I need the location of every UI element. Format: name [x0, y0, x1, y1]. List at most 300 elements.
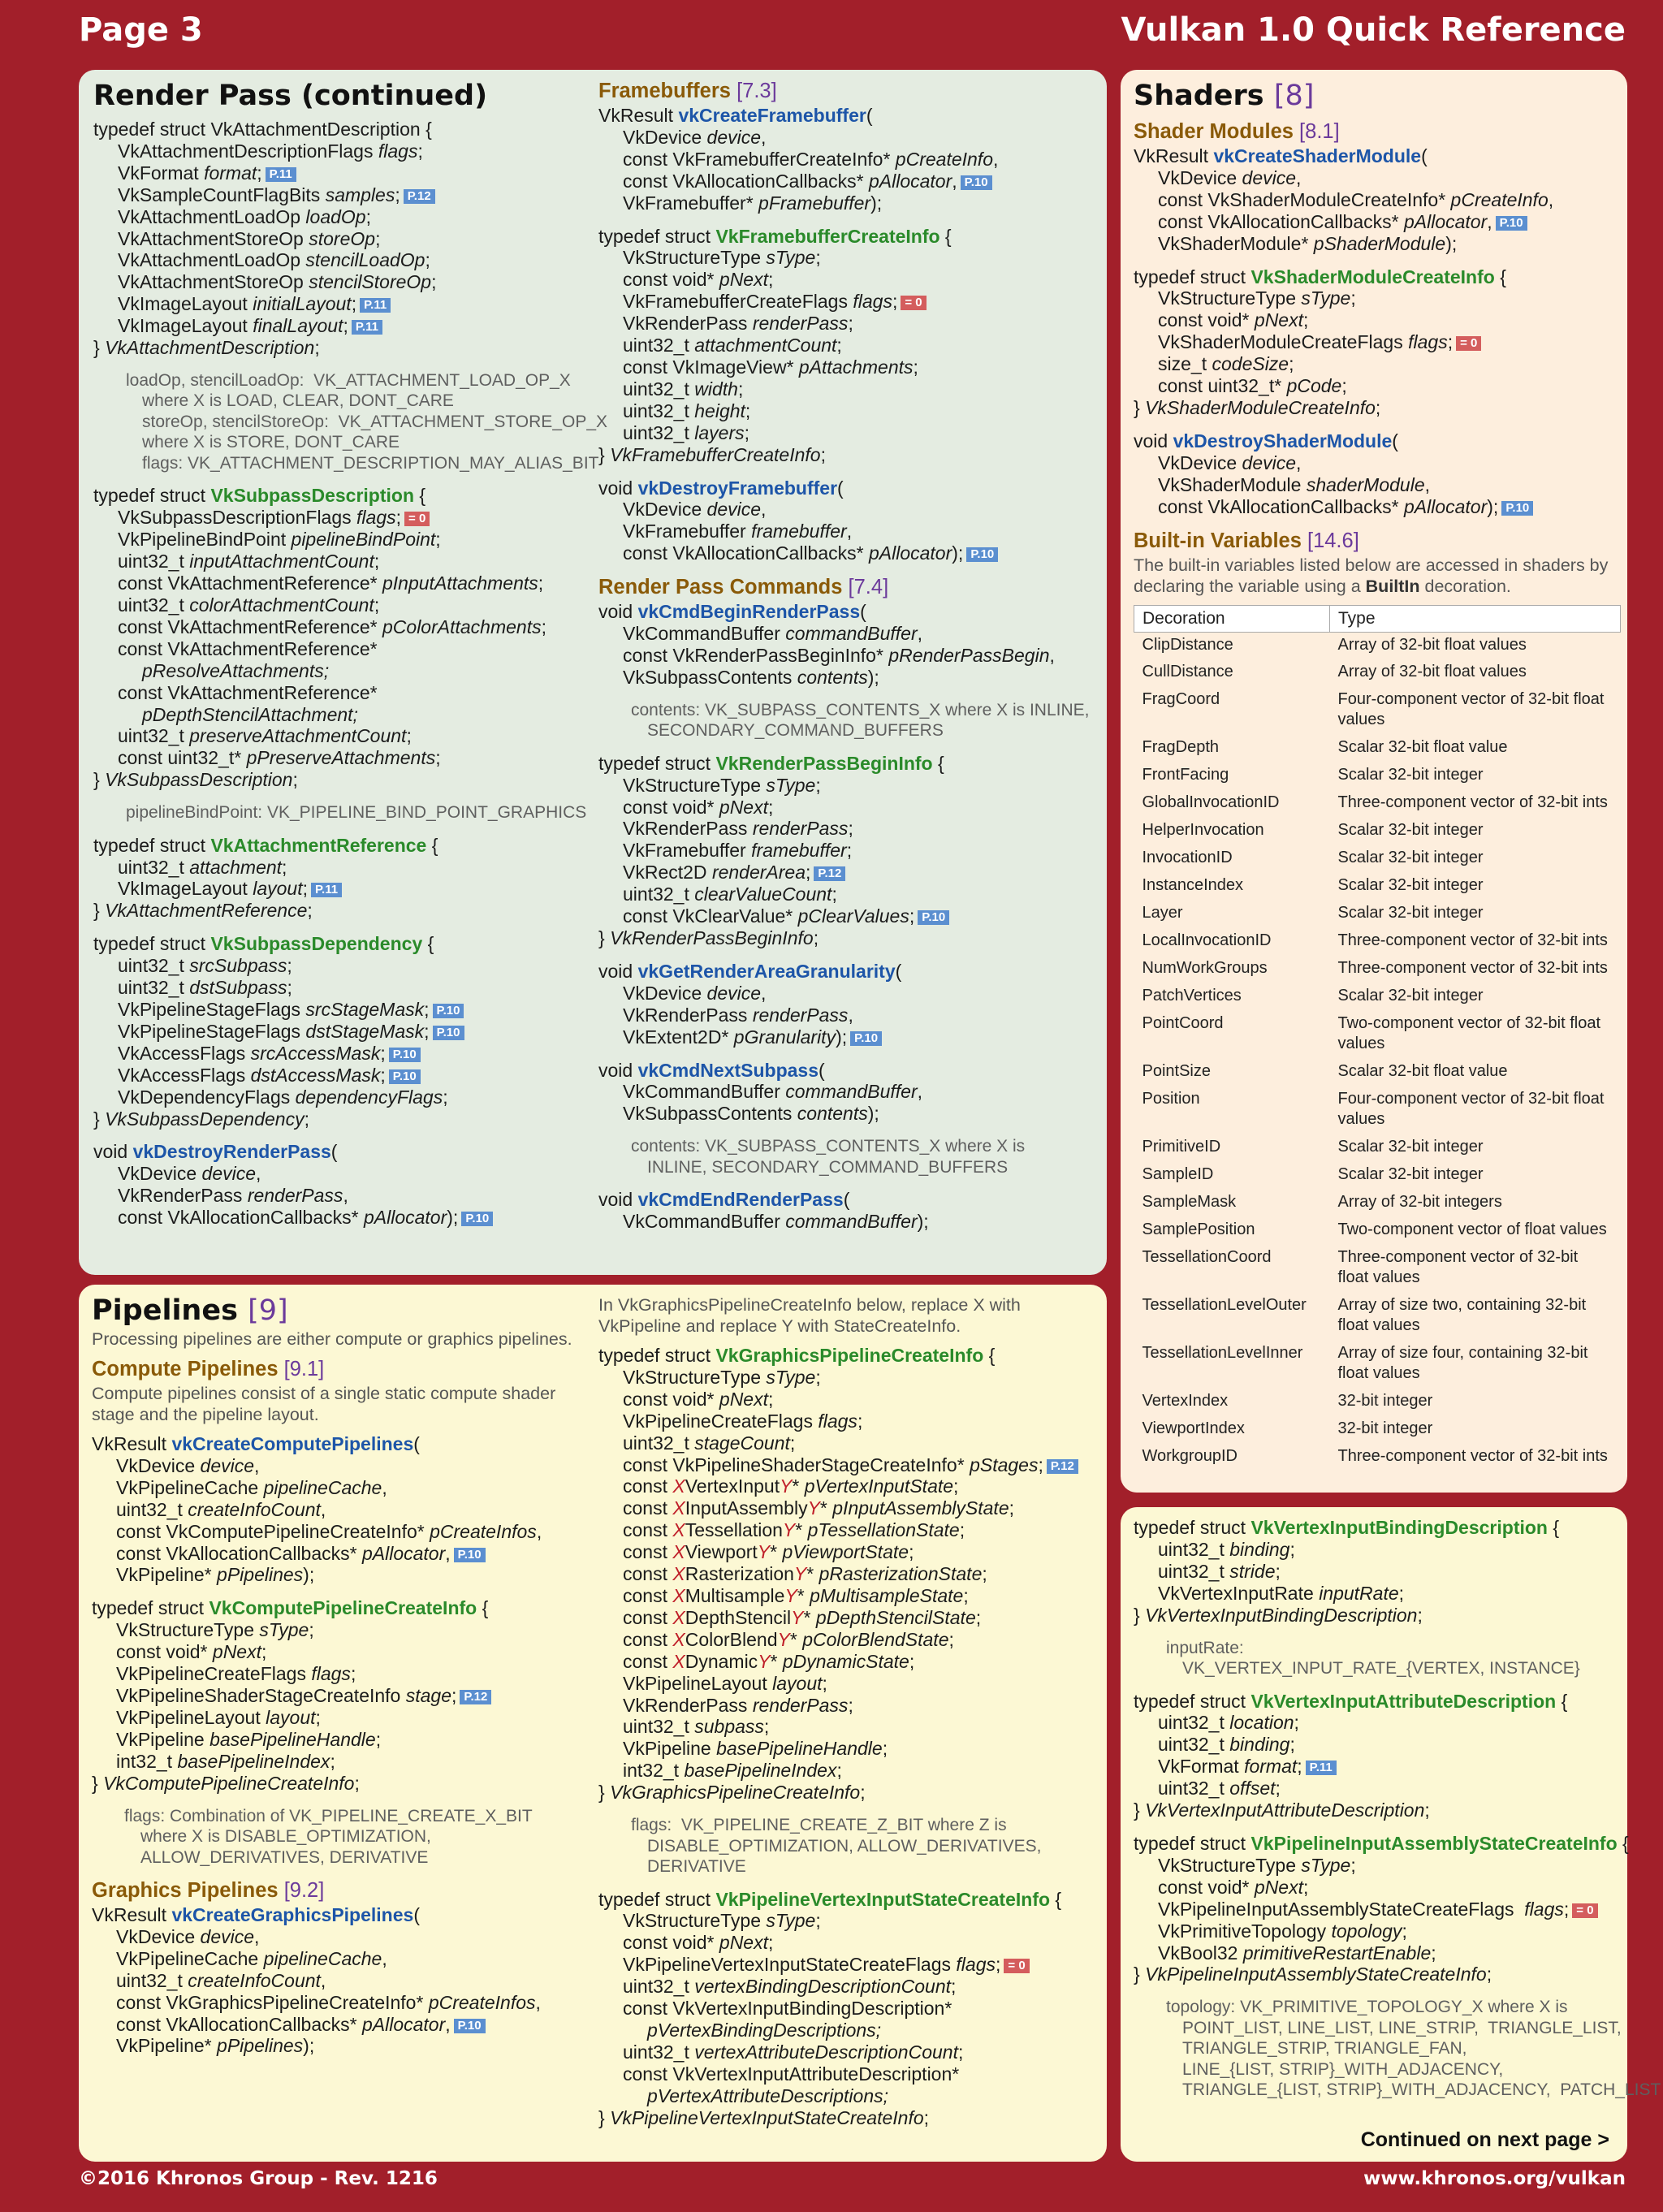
code-line [598, 1345, 1094, 1367]
code-line [598, 1932, 1094, 1954]
type-cell: Three-component vector of 32-bit ints [1337, 793, 1608, 811]
code-text: const VkPipelineShaderStageCreateInfo* pStages; [623, 1454, 1043, 1475]
code-text: typedef struct VkFramebufferCreateInfo { [598, 225, 952, 247]
code-line [598, 1629, 1094, 1651]
code-text: VkPipelineShaderStageCreateInfo stage; [116, 1684, 457, 1706]
pipelines-right-column [598, 1294, 1094, 2141]
type-cell: Array of size four, containing 32-bit float values [1337, 1344, 1588, 1382]
render-pass-panel [79, 70, 1107, 1275]
decoration-cell: TessellationLevelOuter [1142, 1296, 1307, 1314]
code-text: VkRenderPass renderPass; [623, 1694, 853, 1716]
code-text: } VkPipelineInputAssemblyStateCreateInfo; [1134, 1964, 1492, 1985]
page-ref-tag: P.11 [360, 298, 391, 313]
code-text: VkPipelineInputAssemblyStateCreateFlags flags; [1158, 1898, 1570, 1920]
code-line [93, 900, 581, 922]
code-line [1134, 375, 1621, 397]
table-row [1134, 1293, 1621, 1341]
table-row [1134, 790, 1621, 818]
destroy-framebuffer-func [598, 477, 1094, 565]
graphics-intro-line1: In VkGraphicsPipelineCreateInfo below, replace X with [598, 1295, 1021, 1315]
type-cell: Scalar 32-bit integer [1337, 821, 1484, 839]
code-text: uint32_t vertexBindingDescriptionCount; [623, 1976, 957, 1998]
footer-copyright: ©2016 Khronos Group - Rev. 1216 [79, 2168, 438, 2189]
note-line: TRIANGLE_{LIST, STRIP}_WITH_ADJACENCY, PATCH_LIST [1182, 2080, 1661, 2100]
code-line [598, 1607, 1094, 1629]
decoration-cell: ViewportIndex [1142, 1419, 1245, 1437]
code-line [598, 149, 1094, 171]
code-line [598, 1760, 1094, 1782]
code-text: const VkAllocationCallbacks* pAllocator, [116, 1542, 451, 1564]
code-text: uint32_t vertexAttributeDescriptionCount; [623, 2041, 964, 2063]
code-line [598, 1541, 1094, 1563]
code-line [598, 797, 1094, 819]
code-text: VkStructureType sType; [1158, 287, 1356, 309]
next-subpass-notes [598, 1136, 1094, 1177]
code-text: VkPipelineCache pipelineCache, [116, 1947, 387, 1969]
code-text: } VkVertexInputAttributeDescription; [1134, 1799, 1430, 1821]
table-row [1134, 1341, 1621, 1389]
code-text: VkRect2D renderArea; [623, 862, 811, 884]
code-line [1134, 1756, 1621, 1778]
code-text: uint32_t width; [623, 378, 744, 400]
table-row [1134, 928, 1621, 956]
graphics-num: [9.2] [283, 1879, 325, 1902]
code-line [92, 1751, 587, 1773]
code-text: const XInputAssemblyY* pInputAssemblyState; [623, 1497, 1014, 1519]
code-line [93, 1043, 581, 1065]
code-line [93, 271, 581, 293]
code-line [93, 660, 581, 682]
code-line [93, 682, 581, 704]
code-line [598, 1673, 1094, 1695]
code-line [93, 955, 581, 977]
code-text: } VkSubpassDependency; [93, 1108, 309, 1130]
code-text: const void* pNext; [1158, 1876, 1309, 1898]
code-line [598, 884, 1094, 905]
code-line [598, 775, 1094, 797]
code-line [92, 1970, 587, 1992]
note-line: INLINE, SECONDARY_COMMAND_BUFFERS [647, 1157, 1009, 1177]
code-line [1134, 167, 1621, 189]
type-cell: Scalar 32-bit integer [1337, 904, 1484, 922]
code-text: VkDevice device, [1158, 166, 1302, 188]
code-line [1134, 309, 1621, 331]
code-text: const VkImageView* pAttachments; [623, 356, 918, 378]
code-text: const VkClearValue* pClearValues; [623, 905, 915, 927]
decoration-cell: ClipDistance [1142, 635, 1233, 654]
code-text: VkRenderPass renderPass; [623, 313, 853, 335]
decoration-cell: PrimitiveID [1142, 1138, 1221, 1156]
code-line [92, 1641, 587, 1663]
code-line [598, 862, 1094, 884]
code-line [93, 507, 581, 529]
code-text: VkPipelineBindPoint pipelineBindPoint; [118, 529, 441, 551]
note-line: where X is STORE, DONT_CARE [142, 433, 400, 452]
code-line [598, 521, 1094, 542]
code-text: uint32_t height; [623, 400, 751, 421]
table-row [1134, 901, 1621, 928]
type-cell: Scalar 32-bit integer [1337, 987, 1484, 1004]
code-line [1134, 1899, 1621, 1920]
page-ref-tag: P.10 [454, 2019, 486, 2033]
code-text: const XViewportY* pViewportState; [623, 1541, 914, 1563]
code-line [1134, 1539, 1621, 1561]
graphics-heading [92, 1879, 587, 1903]
compute-title: Compute Pipelines [92, 1358, 279, 1380]
vertex-input-binding-description-struct [1134, 1517, 1621, 1627]
code-text: VkStructureType sType; [116, 1619, 314, 1641]
code-line [598, 291, 1094, 313]
code-text: VkImageLayout layout; [118, 878, 308, 900]
decoration-cell: CullDistance [1142, 663, 1233, 680]
code-text: } VkGraphicsPipelineCreateInfo; [598, 1782, 866, 1804]
code-text: pResolveAttachments; [142, 659, 330, 681]
decoration-cell: SampleMask [1142, 1193, 1237, 1211]
code-line [92, 1992, 587, 2014]
render-pass-left-column [93, 80, 608, 1240]
code-text: const VkFramebufferCreateInfo* pCreateInfo, [623, 148, 999, 170]
type-cell: Scalar 32-bit integer [1337, 1165, 1484, 1183]
code-line [598, 192, 1094, 214]
create-framebuffer-func [598, 105, 1094, 214]
code-line [598, 1081, 1094, 1103]
code-text: const VkGraphicsPipelineCreateInfo* pCreateInfos, [116, 1991, 541, 2013]
page-number: Page 3 [79, 11, 203, 49]
code-text: uint32_t colorAttachmentCount; [118, 594, 380, 616]
create-shader-module-func [1134, 145, 1621, 255]
table-row [1134, 873, 1621, 901]
code-line [93, 572, 581, 594]
type-cell: Array of size two, containing 32-bit float values [1337, 1296, 1587, 1334]
code-line [598, 1651, 1094, 1673]
code-line [93, 206, 581, 228]
decoration-cell: NumWorkGroups [1142, 959, 1268, 977]
code-text: VkPipelineVertexInputStateCreateFlags flags; [623, 1954, 1001, 1976]
code-line [598, 1103, 1094, 1125]
note-line: DERIVATIVE [647, 1857, 746, 1877]
note-line: contents: VK_SUBPASS_CONTENTS_X where X is INLINE, [631, 700, 1090, 719]
code-line [92, 1707, 587, 1729]
builtin-heading [1134, 529, 1621, 553]
code-text: VkDevice device, [623, 982, 767, 1004]
table-row [1134, 632, 1621, 659]
page-ref-tag: P.12 [1047, 1459, 1078, 1474]
note-line: TRIANGLE_STRIP, TRIANGLE_FAN, [1182, 2039, 1467, 2059]
begin-render-pass-notes [598, 700, 1094, 741]
page-ref-tag: = 0 [1456, 336, 1481, 351]
code-line [92, 1729, 587, 1751]
pipelines-title: Pipelines [92, 1294, 238, 1327]
code-line [598, 1389, 1094, 1411]
code-line [598, 378, 1094, 400]
vertex-input-state-create-info-struct [598, 1889, 1094, 2129]
create-compute-pipelines-func [92, 1433, 587, 1586]
type-cell: Scalar 32-bit integer [1337, 876, 1484, 894]
code-line [1134, 496, 1621, 518]
code-text: typedef struct VkSubpassDescription { [93, 485, 426, 507]
code-line [598, 2063, 1094, 2085]
code-text: VkShaderModule shaderModule, [1158, 473, 1430, 495]
shader-modules-title: Shader Modules [1134, 120, 1294, 143]
builtin-description [1134, 555, 1621, 597]
code-line [93, 485, 581, 507]
code-text: typedef struct VkVertexInputBindingDescription { [1134, 1517, 1560, 1538]
decoration-cell: FragDepth [1142, 738, 1219, 756]
code-line [1134, 266, 1621, 288]
code-line [93, 594, 581, 616]
table-row [1134, 1389, 1621, 1416]
code-text: const VkAllocationCallbacks* pAllocator); [1158, 495, 1499, 517]
code-line [92, 1455, 587, 1477]
code-line [1134, 1712, 1621, 1734]
type-cell: Four-component vector of 32-bit float values [1337, 1090, 1605, 1128]
code-line [93, 228, 581, 250]
code-line [598, 1432, 1094, 1454]
subpass-description-struct [93, 485, 581, 791]
code-text: } VkShaderModuleCreateInfo; [1134, 396, 1381, 418]
type-cell: Three-component vector of 32-bit ints [1337, 959, 1608, 977]
code-text: } VkRenderPassBeginInfo; [598, 927, 819, 948]
type-cell: Array of 32-bit float values [1337, 663, 1527, 680]
cmd-next-subpass-func [598, 1060, 1094, 1125]
framebuffer-create-info-struct [598, 226, 1094, 466]
code-line [598, 499, 1094, 521]
render-pass-begin-info-struct [598, 753, 1094, 949]
pipelines-heading [92, 1294, 587, 1327]
code-line [598, 645, 1094, 667]
code-text: uint32_t stride; [1158, 1560, 1281, 1582]
code-text: } VkComputePipelineCreateInfo; [92, 1772, 360, 1794]
code-text: VkPipeline* pPipelines); [116, 2035, 315, 2057]
code-text: uint32_t preserveAttachmentCount; [118, 725, 412, 747]
code-text: typedef struct VkRenderPassBeginInfo { [598, 752, 944, 774]
code-text: const VkVertexInputBindingDescription* [623, 1998, 952, 2020]
code-line [92, 1619, 587, 1641]
code-text: VkRenderPass renderPass; [623, 818, 853, 840]
decoration-cell: PointCoord [1142, 1014, 1224, 1032]
code-text: VkImageLayout finalLayout; [118, 315, 348, 337]
page-ref-tag: = 0 [901, 296, 926, 310]
code-text: VkPipeline basePipelineHandle; [623, 1738, 888, 1760]
pipelines-description: Processing pipelines are either compute or graphics pipelines. [92, 1329, 572, 1349]
code-text: const VkAllocationCallbacks* pAllocator); [623, 542, 964, 564]
code-text: VkFramebuffer framebuffer, [623, 521, 853, 542]
code-line [92, 1543, 587, 1565]
code-text: } VkPipelineVertexInputStateCreateInfo; [598, 2106, 930, 2128]
type-cell: Array of 32-bit integers [1337, 1193, 1502, 1211]
code-line [598, 1585, 1094, 1607]
compute-description [92, 1383, 587, 1425]
code-line [598, 818, 1094, 840]
code-text: VkAttachmentStoreOp stencilStoreOp; [118, 271, 437, 293]
code-line [598, 105, 1094, 127]
code-line [598, 1954, 1094, 1976]
table-row [1134, 1444, 1621, 1471]
shaders-heading [1134, 80, 1621, 112]
code-text: const VkAllocationCallbacks* pAllocator); [118, 1207, 459, 1229]
builtin-num: [14.6] [1307, 529, 1359, 552]
note-line: contents: VK_SUBPASS_CONTENTS_X where X is [631, 1137, 1026, 1156]
code-text: VkSubpassContents contents); [623, 666, 879, 688]
code-line [92, 2014, 587, 2036]
code-line [93, 1141, 581, 1163]
code-text: VkSubpassContents contents); [623, 1103, 879, 1125]
code-line [598, 269, 1094, 291]
decoration-cell: SampleID [1142, 1165, 1214, 1183]
decoration-cell: VertexIndex [1142, 1392, 1229, 1410]
code-text: typedef struct VkComputePipelineCreateInfo { [92, 1597, 489, 1619]
note-line: flags: VK_ATTACHMENT_DESCRIPTION_MAY_ALIAS_BIT [142, 453, 599, 473]
code-line [92, 1433, 587, 1455]
table-row [1134, 1416, 1621, 1444]
page-ref-tag: = 0 [1572, 1903, 1597, 1918]
code-line [598, 2020, 1094, 2041]
code-text: typedef struct VkAttachmentDescription { [93, 119, 432, 140]
cmd-begin-render-pass-func [598, 601, 1094, 689]
code-text: const XVertexInputY* pVertexInputState; [623, 1475, 959, 1497]
code-text: const uint32_t* pCode; [1158, 375, 1347, 397]
code-line [1134, 1605, 1621, 1627]
note-line: topology: VK_PRIMITIVE_TOPOLOGY_X where X is [1166, 1998, 1568, 2017]
page-ref-tag: P.10 [850, 1031, 882, 1046]
code-line [1134, 474, 1621, 496]
code-text: VkSubpassDescriptionFlags flags; [118, 507, 402, 529]
code-line [598, 542, 1094, 564]
note-line: DISABLE_OPTIMIZATION, ALLOW_DERIVATIVES, [647, 1836, 1042, 1856]
code-text: VkDevice device, [1158, 451, 1302, 473]
code-text: VkImageLayout initialLayout; [118, 293, 357, 315]
code-text: VkPipelineCache pipelineCache, [116, 1476, 387, 1498]
attachment-description-notes [93, 370, 608, 474]
code-line [598, 1211, 1094, 1233]
pipelines-left-column [92, 1294, 587, 2068]
code-text: pDepthStencilAttachment; [142, 703, 358, 725]
code-line [93, 162, 581, 184]
decoration-cell: TessellationLevelInner [1142, 1344, 1303, 1362]
code-line [598, 422, 1094, 444]
code-text: const void* pNext; [1158, 309, 1309, 331]
code-text: const VkVertexInputAttributeDescription* [623, 2063, 960, 2085]
code-text: VkStructureType sType; [1158, 1854, 1356, 1876]
code-line [598, 477, 1094, 499]
code-text: const VkAllocationCallbacks* pAllocator, [1158, 210, 1492, 232]
builtin-title: Built-in Variables [1134, 529, 1302, 552]
code-line [92, 1521, 587, 1543]
page-ref-tag: P.11 [266, 167, 296, 182]
code-line [1134, 1855, 1621, 1877]
code-text: pVertexBindingDescriptions; [647, 2019, 882, 2041]
code-line [598, 1519, 1094, 1541]
code-text: typedef struct VkShaderModuleCreateInfo { [1134, 266, 1506, 287]
code-text: VkPipeline basePipelineHandle; [116, 1728, 382, 1750]
code-line [598, 1976, 1094, 1998]
code-text: VkSampleCountFlagBits samples; [118, 184, 400, 205]
code-text: uint32_t binding; [1158, 1538, 1295, 1560]
framebuffers-num: [7.3] [736, 80, 777, 102]
code-line [1134, 211, 1621, 233]
code-line [1134, 1517, 1621, 1539]
code-line [598, 2041, 1094, 2063]
code-text: uint32_t location; [1158, 1712, 1299, 1734]
code-text: VkDevice device, [623, 499, 767, 521]
code-line [1134, 1561, 1621, 1583]
code-line [1134, 397, 1621, 419]
render-area-granularity-func [598, 961, 1094, 1048]
table-header-decoration: Decoration [1134, 605, 1330, 632]
code-text: VkAccessFlags dstAccessMask; [118, 1064, 386, 1086]
builtin-desc-line2c: decoration. [1419, 576, 1511, 596]
shader-module-create-info-struct [1134, 266, 1621, 419]
code-text: uint32_t attachment; [118, 856, 287, 878]
code-line [93, 1163, 581, 1185]
page-ref-tag: P.12 [460, 1690, 491, 1704]
code-text: VkAttachmentDescriptionFlags flags; [118, 140, 423, 162]
note-line: LINE_{LIST, STRIP}_WITH_ADJACENCY, [1182, 2059, 1504, 2079]
code-text: typedef struct VkSubpassDependency { [93, 933, 434, 955]
code-text: VkPipelineCreateFlags flags; [623, 1410, 863, 1432]
code-line [598, 1004, 1094, 1026]
code-line [1134, 1799, 1621, 1821]
code-line [598, 1738, 1094, 1760]
code-text: uint32_t createInfoCount, [116, 1969, 326, 1991]
page-ref-tag: P.10 [966, 547, 998, 562]
shaders-panel [1121, 70, 1627, 1493]
table-row [1134, 983, 1621, 1011]
decoration-cell: Layer [1142, 904, 1183, 922]
render-pass-right-column [598, 80, 1094, 1244]
vertex-input-binding-notes [1134, 1638, 1621, 1679]
code-line [1134, 287, 1621, 309]
code-text: } VkAttachmentDescription; [93, 337, 320, 359]
code-text: VkPipelineLayout layout; [116, 1706, 321, 1728]
note-line: pipelineBindPoint: VK_PIPELINE_BIND_POINT_GRAPHICS [126, 803, 587, 823]
code-line [598, 127, 1094, 149]
decoration-cell: TessellationCoord [1142, 1248, 1272, 1266]
code-line [92, 1773, 587, 1795]
page-ref-tag: P.12 [814, 866, 845, 881]
code-text: const void* pNext; [116, 1641, 267, 1663]
code-text: const void* pNext; [623, 1932, 774, 1954]
type-cell: Three-component vector of 32-bit ints [1337, 931, 1608, 949]
code-line [93, 878, 581, 900]
cmd-end-render-pass-func [598, 1189, 1094, 1233]
code-line [598, 927, 1094, 949]
code-text: VkAccessFlags srcAccessMask; [118, 1042, 386, 1064]
page-ref-tag: P.11 [352, 320, 382, 335]
code-line [1134, 1691, 1621, 1713]
code-line [1134, 452, 1621, 474]
footer-website: www.khronos.org/vulkan [1363, 2168, 1626, 2189]
table-row [1134, 687, 1621, 735]
compute-pipeline-notes [92, 1806, 587, 1869]
code-text: typedef struct VkAttachmentReference { [93, 834, 438, 856]
code-text: uint32_t createInfoCount, [116, 1498, 326, 1520]
code-text: VkShaderModuleCreateFlags flags; [1158, 331, 1454, 353]
code-line [598, 2085, 1094, 2107]
code-text: const XColorBlendY* pColorBlendState; [623, 1628, 954, 1650]
code-line [93, 835, 581, 857]
pipelines-panel [79, 1285, 1107, 2162]
code-line [1134, 233, 1621, 255]
code-text: const VkAttachmentReference* pColorAttachments; [118, 616, 546, 637]
table-row [1134, 1059, 1621, 1087]
code-text: void vkCmdBeginRenderPass( [598, 601, 866, 623]
type-cell: 32-bit integer [1337, 1419, 1433, 1437]
code-line [93, 933, 581, 955]
code-line [598, 1189, 1094, 1211]
page-ref-tag: P.10 [433, 1026, 464, 1040]
code-text: const VkAllocationCallbacks* pAllocator, [623, 170, 957, 192]
